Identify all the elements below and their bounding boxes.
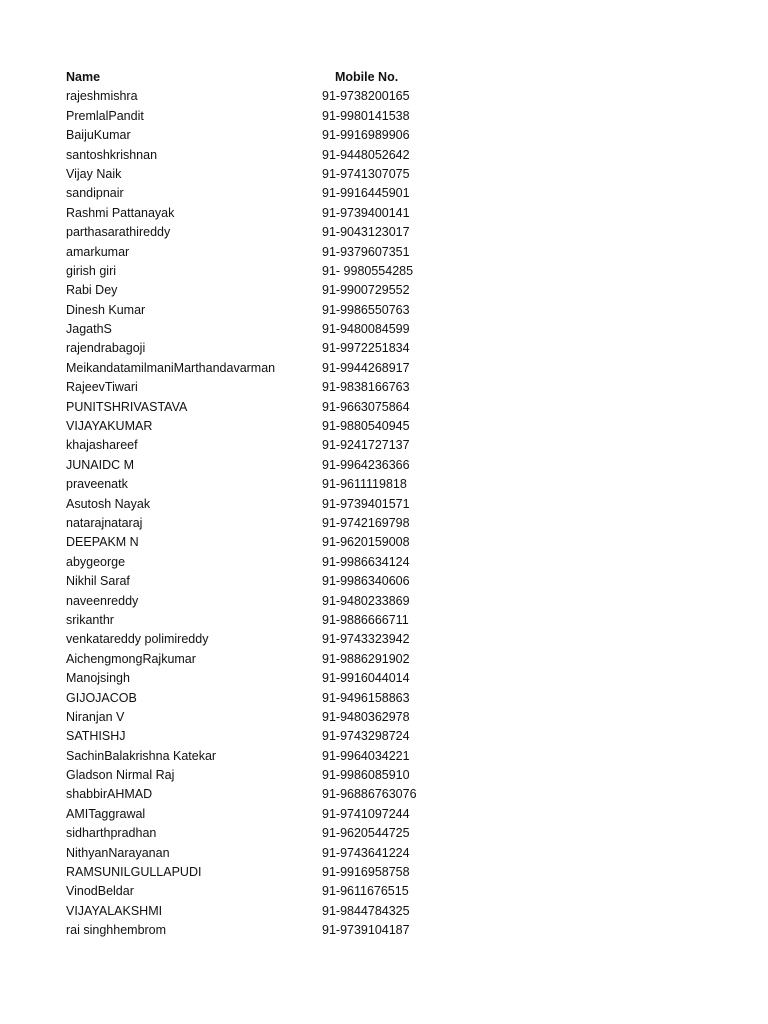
contact-name: Gladson Nirmal Raj [66,768,175,783]
mobile-number: 91-9448052642 [322,147,410,162]
contact-name: sandipnair [66,186,124,201]
mobile-number: 91-9916958758 [322,865,410,880]
contact-name: Manojsingh [66,671,130,686]
mobile-number: 91-9986550763 [322,302,410,317]
contact-name: MeikandatamilmaniMarthandavarman [66,360,276,375]
mobile-number: 91-9886291902 [322,651,410,666]
table-row [66,243,426,262]
contact-name: rai singhhembrom [66,923,167,938]
table-row [66,689,426,708]
contact-name: girish giri [66,263,117,278]
name-column-header: Name [66,70,101,84]
mobile-number: 91- 9980554285 [322,263,414,278]
contact-name: srikanthr [66,612,114,627]
mobile-number: 91-9743641224 [322,845,410,860]
contact-name: natarajnataraj [66,515,143,530]
table-row [66,417,426,436]
table-row [66,339,426,358]
mobile-number: 91-9738200165 [322,89,410,104]
table-row [66,223,426,242]
table-row [66,165,426,184]
contact-table [66,68,426,941]
mobile-number: 91-9739104187 [322,923,410,938]
table-row [66,844,426,863]
contact-name: santoshkrishnan [66,147,158,162]
table-row [66,262,426,281]
contact-name: VIJAYAKUMAR [66,419,153,434]
mobile-number: 91-9916989906 [322,128,410,143]
contact-name: PremlalPandit [66,108,144,123]
table-row [66,921,426,940]
contact-name: rajendrabagoji [66,341,146,356]
table-row [66,708,426,727]
mobile-number: 91-9241727137 [322,438,410,453]
table-row [66,592,426,611]
contact-name: Nikhil Saraf [66,574,130,589]
table-row [66,747,426,766]
table-row [66,727,426,746]
table-row [66,805,426,824]
mobile-number: 91-9743298724 [322,729,410,744]
table-row [66,146,426,165]
mobile-number: 91-9886666711 [322,612,409,627]
mobile-number: 91-9620159008 [322,535,410,550]
table-row [66,107,426,126]
table-row [66,766,426,785]
mobile-number: 91-9741307075 [322,166,410,181]
table-row [66,436,426,455]
mobile-number: 91-9964034221 [322,748,410,763]
table-row [66,882,426,901]
table-row [66,495,426,514]
table-row [66,475,426,494]
table-row [66,126,426,145]
contact-name: rajeshmishra [66,89,138,104]
table-row [66,514,426,533]
table-row [66,456,426,475]
contact-name: JagathS [66,322,112,337]
mobile-number: 91-9838166763 [322,380,410,395]
mobile-number: 91-9944268917 [322,360,410,375]
contact-name: khajashareef [66,438,138,453]
table-row [66,902,426,921]
mobile-number: 91-9741097244 [322,806,410,821]
mobile-number: 91-9743323942 [322,632,410,647]
contact-name: abygeorge [66,554,126,569]
contact-name: RAMSUNILGULLAPUDI [66,865,202,880]
contact-name: amarkumar [66,244,130,259]
mobile-number: 91-9916445901 [322,186,410,201]
mobile-column-header: Mobile No. [335,70,399,84]
mobile-number: 91-9916044014 [322,671,410,686]
contact-name: VinodBeldar [66,884,134,899]
mobile-number: 91-9986085910 [322,768,410,783]
mobile-number: 91-9739401571 [322,496,410,511]
table-header-row [66,68,426,87]
table-row [66,204,426,223]
mobile-number: 91-9980141538 [322,108,410,123]
table-row [66,572,426,591]
mobile-number: 91-9611119818 [322,477,407,492]
contact-name: sidharthpradhan [66,826,157,841]
contact-name: NithyanNarayanan [66,845,170,860]
contact-name: Rabi Dey [66,283,118,298]
table-row [66,630,426,649]
contact-name: JUNAIDC M [66,457,135,472]
mobile-number: 91-9972251834 [322,341,410,356]
mobile-number: 91-9496158863 [322,690,410,705]
contact-name: AichengmongRajkumar [66,651,196,666]
table-row [66,87,426,106]
contact-name: GIJOJACOB [66,690,137,705]
contact-name: SATHISHJ [66,729,126,744]
mobile-number: 91-9739400141 [322,205,410,220]
table-row [66,863,426,882]
table-row [66,184,426,203]
contact-name: DEEPAKM N [66,535,139,550]
table-body [66,87,426,940]
contact-name: VIJAYALAKSHMI [66,903,163,918]
table-row [66,824,426,843]
mobile-number: 91-9742169798 [322,515,410,530]
contact-name: venkatareddy polimireddy [66,632,209,647]
table-row [66,553,426,572]
contact-name: RajeevTiwari [66,380,138,395]
contact-name: parthasarathireddy [66,225,171,240]
contact-name: PUNITSHRIVASTAVA [66,399,188,414]
mobile-number: 91-9611676515 [322,884,409,899]
mobile-number: 91-9986634124 [322,554,410,569]
mobile-number: 91-9480362978 [322,709,410,724]
table-row [66,533,426,552]
mobile-number: 91-9986340606 [322,574,410,589]
contact-name: Niranjan V [66,709,125,724]
contact-name: SachinBalakrishna Katekar [66,748,217,763]
table-row [66,669,426,688]
contact-name: naveenreddy [66,593,139,608]
table-row [66,320,426,339]
mobile-number: 91-9379607351 [322,244,410,259]
contact-name: AMITaggrawal [66,806,146,821]
mobile-number: 91-9620544725 [322,826,410,841]
mobile-number: 91-9043123017 [322,225,410,240]
table-row [66,650,426,669]
mobile-number: 91-9663075864 [322,399,410,414]
mobile-number: 91-9480084599 [322,322,410,337]
contact-name: Asutosh Nayak [66,496,151,511]
table-row [66,611,426,630]
table-row [66,301,426,320]
mobile-number: 91-9900729552 [322,283,410,298]
contact-name: praveenatk [66,477,128,492]
contact-name: BaijuKumar [66,128,131,143]
mobile-number: 91-9844784325 [322,903,410,918]
contact-name: shabbirAHMAD [66,787,153,802]
table-row [66,398,426,417]
mobile-number: 91-9480233869 [322,593,410,608]
contact-name: Dinesh Kumar [66,302,146,317]
mobile-number: 91-9880540945 [322,419,410,434]
mobile-number: 91-96886763076 [322,787,417,802]
table-row [66,785,426,804]
mobile-number: 91-9964236366 [322,457,410,472]
contact-name: Vijay Naik [66,166,122,181]
table-row [66,281,426,300]
contact-name: Rashmi Pattanayak [66,205,175,220]
table-row [66,378,426,397]
table-row [66,359,426,378]
